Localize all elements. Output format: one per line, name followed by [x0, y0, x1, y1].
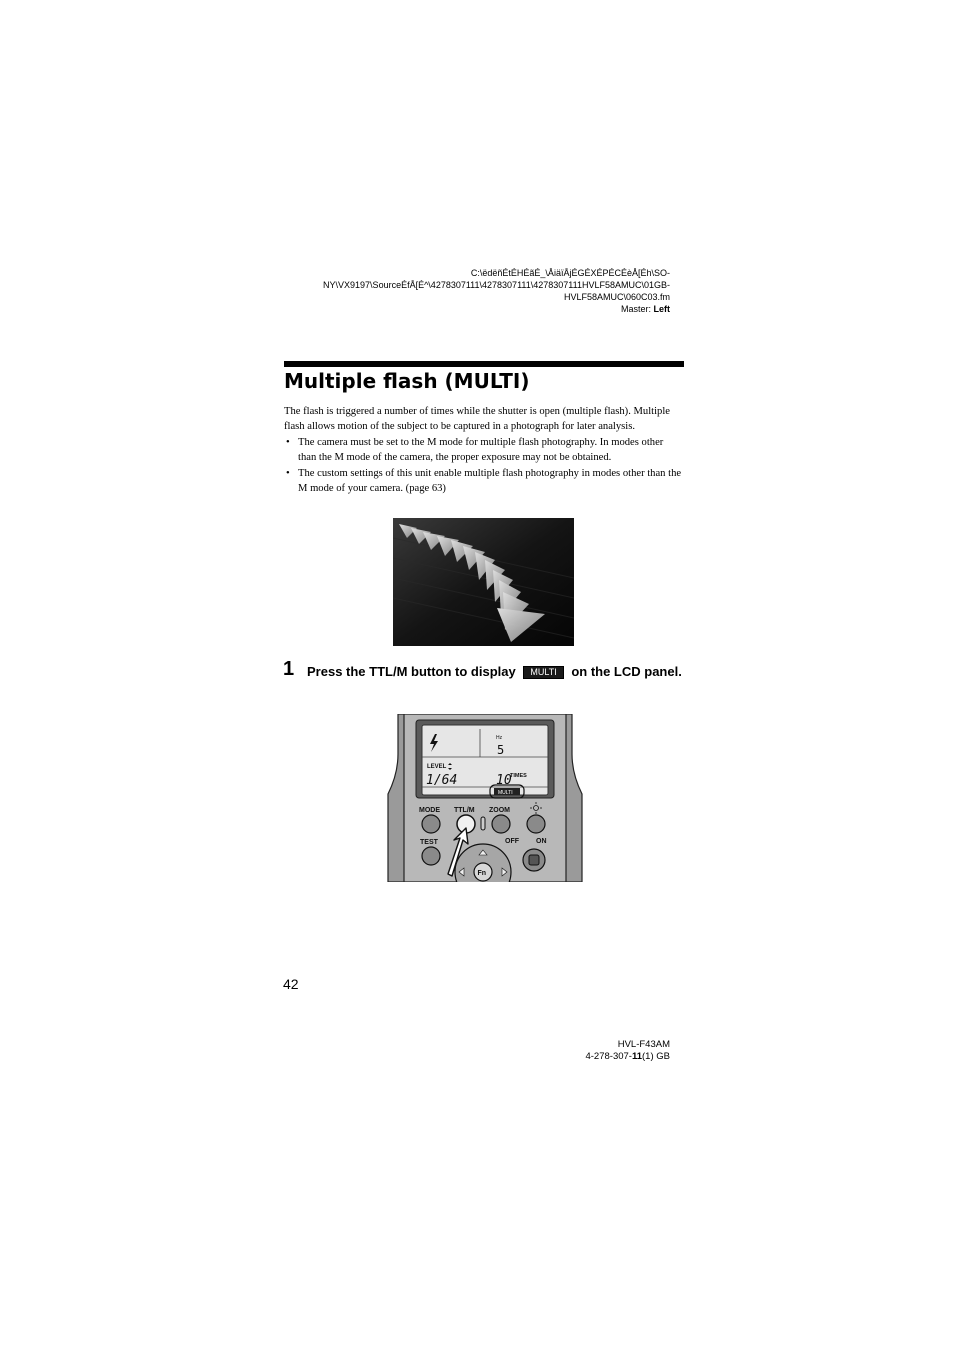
- mode-button-label: MODE: [419, 807, 440, 814]
- ttlm-button-label: TTL/M: [454, 807, 475, 814]
- off-label: OFF: [505, 838, 519, 845]
- lcd-hz-value: 5: [497, 743, 505, 757]
- step-number: 1: [283, 658, 295, 680]
- lcd-level-label: LEVEL: [427, 764, 447, 770]
- fn-button-label: Fn: [477, 870, 487, 877]
- bullet-text: The custom settings of this unit enable multiple flash photography in modes other than the M mode of your camera. (page 63): [298, 467, 682, 495]
- part-code-bold: 11: [631, 1051, 643, 1062]
- on-label: ON: [536, 838, 547, 845]
- lcd-level-value: 1/64: [426, 773, 458, 788]
- ready-lamp: [481, 817, 485, 830]
- lcd-hz-label: Hz: [496, 735, 503, 741]
- light-button: [527, 815, 545, 833]
- lcd-multi-label: MULTI: [498, 789, 513, 796]
- zoom-button-label: ZOOM: [489, 807, 510, 814]
- test-button: [422, 847, 440, 865]
- zoom-button: [492, 815, 510, 833]
- lcd-times-label: TIMES: [510, 773, 527, 779]
- file-path-line: NY\VX9197\SourceÉfÅ[É^\4278307111\4278307111\4278307111HVLF58AMUC\01GB-: [323, 280, 670, 290]
- step-instruction: [307, 662, 687, 682]
- model-number: HVL-F43AM: [617, 1039, 670, 1050]
- multi-badge: MULTI: [523, 666, 563, 679]
- part-code-suffix: (1) GB: [642, 1051, 670, 1062]
- step-text-after: on the LCD panel.: [571, 664, 682, 679]
- bullet-mark: •: [286, 467, 290, 479]
- footer: [480, 1039, 670, 1063]
- master-label: Master:: [620, 304, 654, 314]
- bullet-text: The camera must be set to the M mode for multiple flash photography. In modes other than the M mode of the camera, the proper exposure may not be obtained.: [298, 436, 664, 464]
- bullet-mark: •: [286, 436, 290, 448]
- lcd-times-value: 10: [496, 773, 512, 788]
- bullet-item: [284, 435, 684, 466]
- page-title: Multiple flash (MULTI): [284, 369, 530, 393]
- part-code-prefix: 4-278-307-: [585, 1051, 632, 1062]
- file-path-line: HVLF58AMUC\060C03.fm: [563, 292, 670, 302]
- file-path-header: [280, 267, 670, 315]
- flash-unit-illustration: [386, 714, 584, 882]
- file-path-line: C:\ëdëñÉtÉHÉãÉ_\ÅiäïÅjÉGÉXÉPÉCÉèÅ[Éh\SO-: [470, 268, 670, 278]
- bullet-item: [284, 466, 684, 497]
- multiple-flash-photo: [393, 518, 574, 646]
- page-number: 42: [283, 976, 299, 992]
- test-button-label: TEST: [420, 839, 438, 846]
- mode-button: [422, 815, 440, 833]
- body-text: [284, 404, 684, 496]
- title-rule: [284, 361, 684, 367]
- step-text-before: Press the TTL/M button to display: [307, 664, 516, 679]
- master-value: Left: [653, 304, 670, 314]
- intro-paragraph: The flash is triggered a number of times while the shutter is open (multiple flash). Multiple flash allows motion of the subject to be captured in a photograph for later analysis.: [284, 406, 670, 433]
- part-code: [480, 1051, 670, 1063]
- master-line: [280, 303, 670, 315]
